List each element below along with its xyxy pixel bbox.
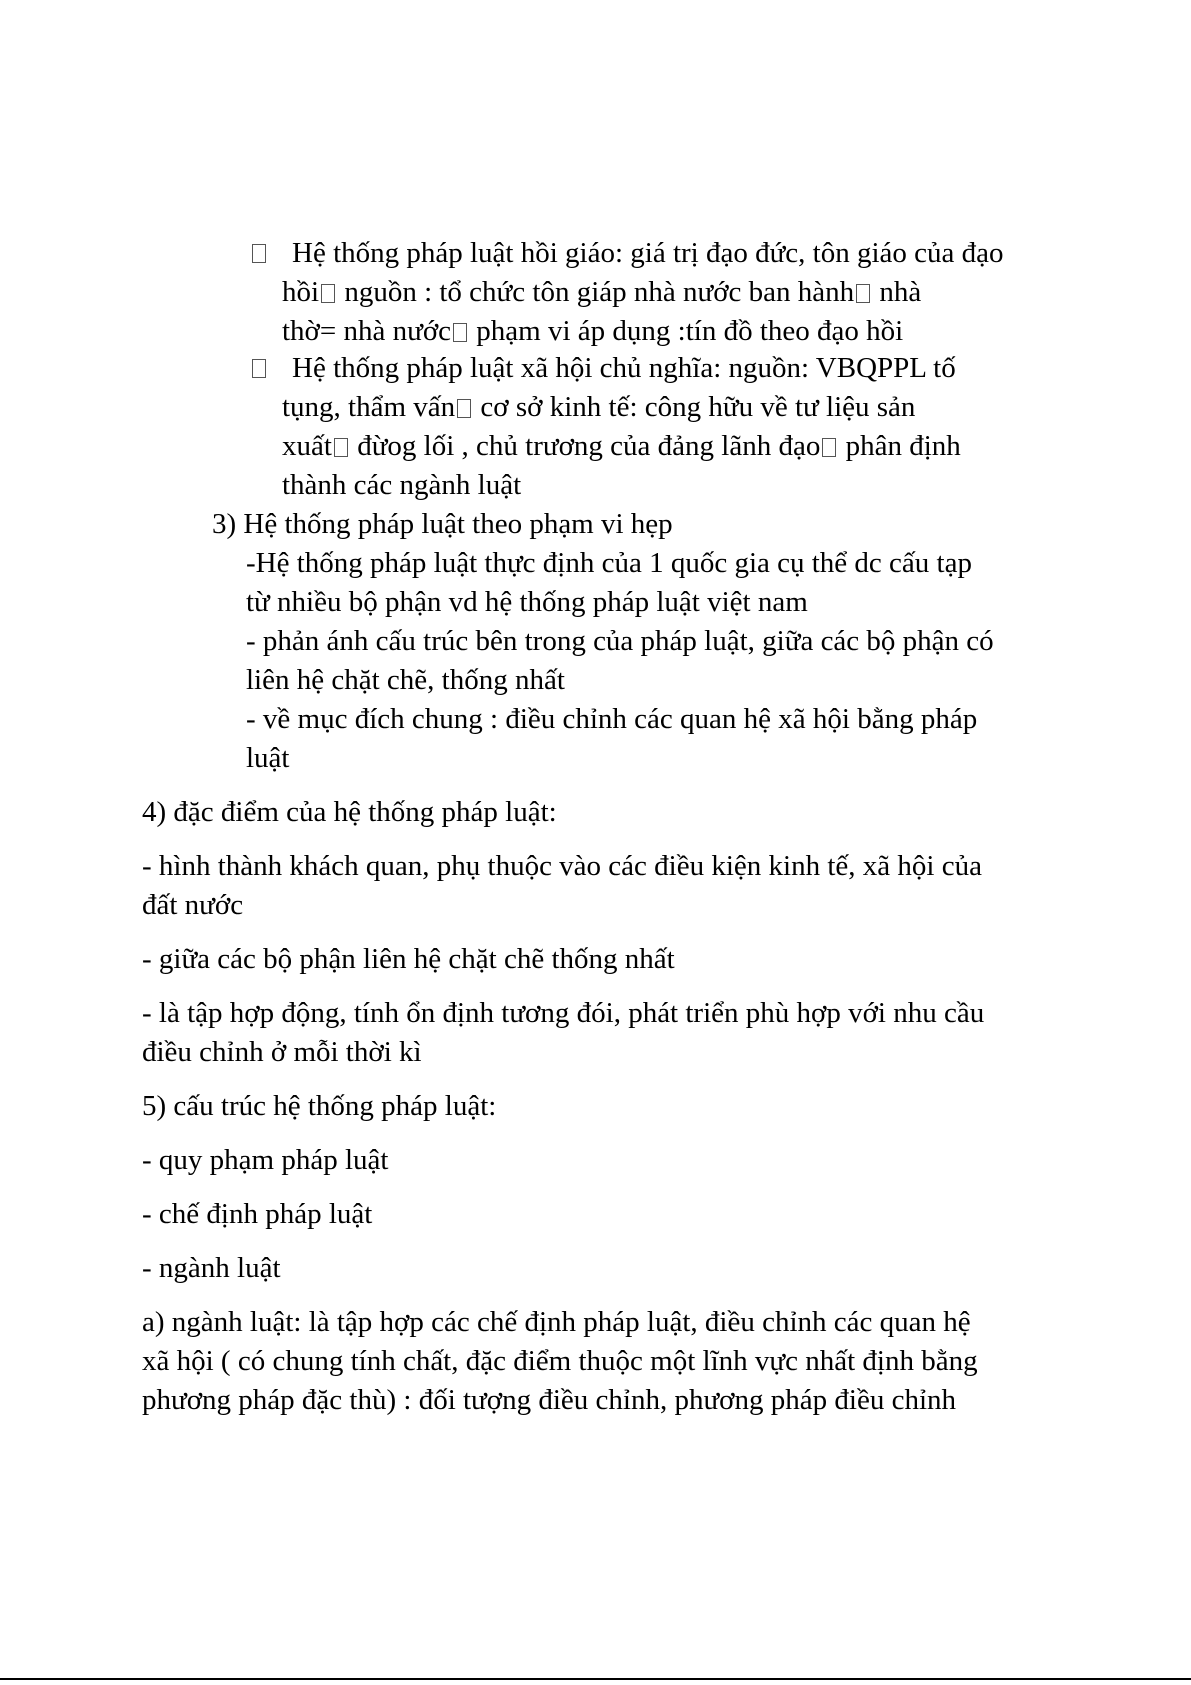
bullet-2-line-4: thành các ngành luật [282, 469, 522, 501]
bullet-1-line-3: thờ= nhà nước phạm vi áp dụng :tín đồ theo đạo hồi [282, 315, 904, 347]
section-4-heading: 4) đặc điểm của hệ thống pháp luật: [142, 796, 557, 828]
paragraph-line: a) ngành luật: là tập hợp các chế định pháp luật, điều chỉnh các quan hệ [142, 1306, 971, 1338]
bullet-2-line-2: tụng, thẩm vấn cơ sở kinh tế: công hữu về tư liệu sản [282, 391, 916, 423]
paragraph-line: - hình thành khách quan, phụ thuộc vào các điều kiện kinh tế, xã hội của [142, 850, 982, 882]
box-glyph-icon [457, 399, 471, 418]
box-glyph-icon [321, 284, 335, 303]
paragraph-line: đất nước [142, 889, 244, 921]
bullet-1-line-1: Hệ thống pháp luật hồi giáo: giá trị đạo đức, tôn giáo của đạo [292, 237, 1004, 269]
section-3-line: - phản ánh cấu trúc bên trong của pháp luật, giữa các bộ phận có [246, 625, 994, 657]
box-glyph-icon [334, 438, 348, 457]
bullet-2-line-3: xuất đừog lối , chủ trương của đảng lãnh đạo phân định [282, 430, 961, 462]
paragraph-line: - là tập hợp động, tính ổn định tương đói, phát triển phù hợp với nhu cầu [142, 997, 985, 1029]
section-3-line: -Hệ thống pháp luật thực định của 1 quốc gia cụ thể dc cấu tạp [246, 547, 972, 579]
section-3-line: luật [246, 742, 290, 774]
box-glyph-icon [856, 284, 870, 303]
paragraph-line: - quy phạm pháp luật [142, 1144, 389, 1176]
bullet-box-icon [252, 359, 266, 378]
section-3-line: từ nhiều bộ phận vd hệ thống pháp luật việt nam [246, 586, 808, 618]
section-3-heading: 3) Hệ thống pháp luật theo phạm vi hẹp [212, 508, 673, 540]
page-bottom-rule [0, 1678, 1191, 1680]
paragraph-line: - chế định pháp luật [142, 1198, 373, 1230]
paragraph-line: phương pháp đặc thù) : đối tượng điều chỉnh, phương pháp điều chỉnh [142, 1384, 956, 1416]
bullet-1-line-2: hồi nguồn : tổ chức tôn giáp nhà nước ban hành nhà [282, 276, 922, 308]
paragraph-line: - giữa các bộ phận liên hệ chặt chẽ thống nhất [142, 943, 675, 975]
section-3-line: liên hệ chặt chẽ, thống nhất [246, 664, 565, 696]
paragraph-line: - ngành luật [142, 1252, 281, 1284]
bullet-box-icon [252, 244, 266, 263]
section-3-line: - về mục đích chung : điều chỉnh các quan hệ xã hội bằng pháp [246, 703, 978, 735]
box-glyph-icon [453, 323, 467, 342]
box-glyph-icon [822, 438, 836, 457]
paragraph-line: xã hội ( có chung tính chất, đặc điểm thuộc một lĩnh vực nhất định bằng [142, 1345, 978, 1377]
paragraph-line: điều chỉnh ở mỗi thời kì [142, 1036, 422, 1068]
section-5-heading: 5) cấu trúc hệ thống pháp luật: [142, 1090, 497, 1122]
bullet-2-line-1: Hệ thống pháp luật xã hội chủ nghĩa: nguồn: VBQPPL tố [292, 352, 956, 384]
